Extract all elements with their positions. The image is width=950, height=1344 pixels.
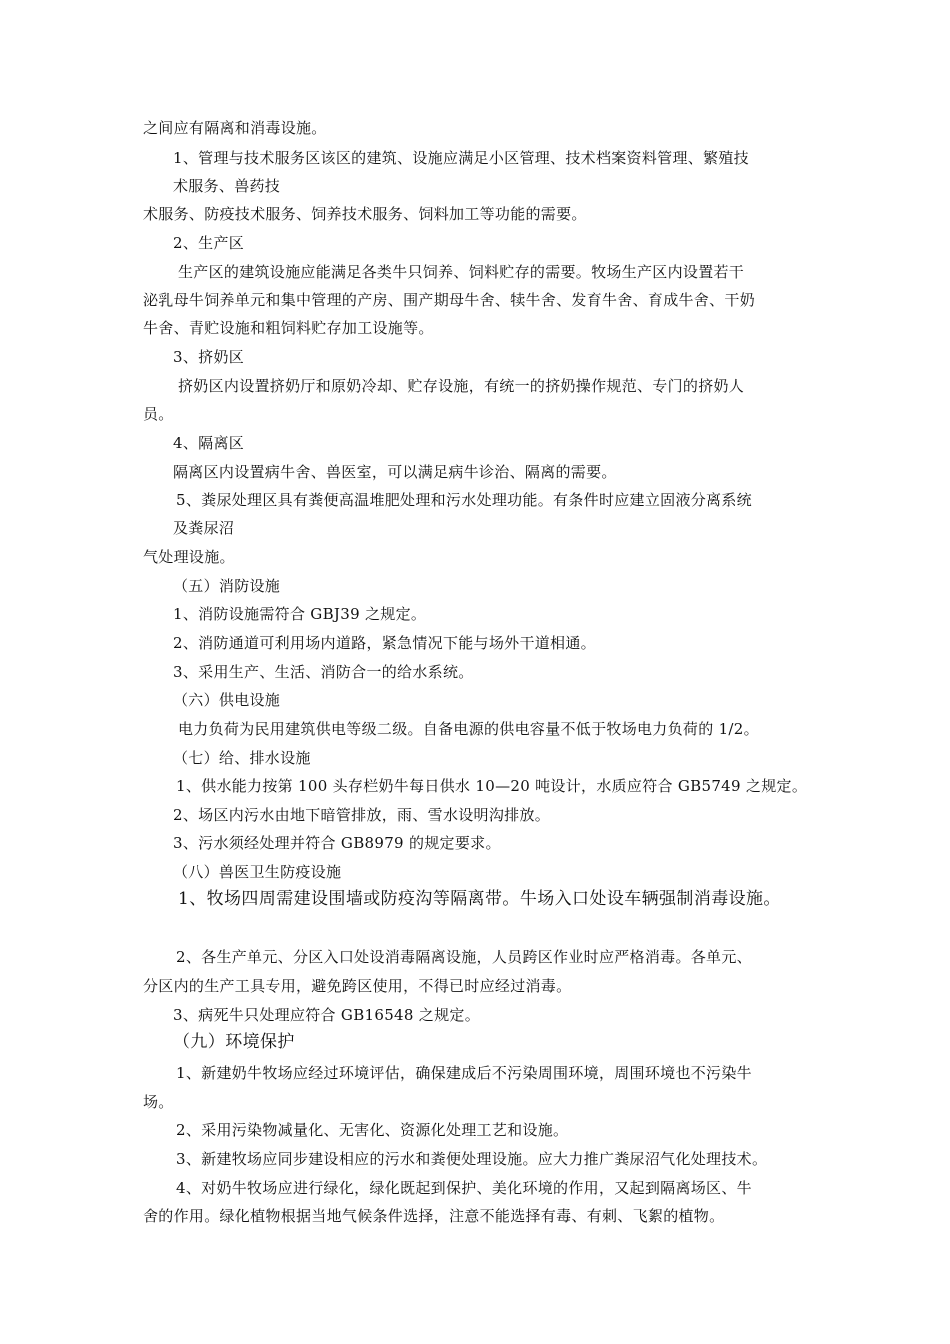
text-line: 之间应有隔离和消毒设施。 <box>143 119 327 137</box>
text-line: 5、粪尿处理区具有粪便高温堆肥处理和污水处理功能。有条件时应建立固液分离系统 <box>176 491 752 509</box>
section-heading: 3、挤奶区 <box>173 348 245 366</box>
section-heading: （八）兽医卫生防疫设施 <box>173 863 342 881</box>
section-heading: （九）环境保护 <box>173 1032 295 1052</box>
section-heading: （五）消防设施 <box>173 577 281 595</box>
text-line: 3、采用生产、生活、消防合一的给水系统。 <box>173 663 474 681</box>
text-line: 牛舍、青贮设施和粗饲料贮存加工设施等。 <box>143 319 434 337</box>
section-heading: （七）给、排水设施 <box>173 749 311 767</box>
text-line: 及粪尿沼 <box>173 519 235 537</box>
section-heading: 4、隔离区 <box>173 434 245 452</box>
text-line: 员。 <box>143 405 174 423</box>
text-line: 分区内的生产工具专用，避免跨区使用，不得已时应经过消毒。 <box>143 977 572 995</box>
text-line: 泌乳母牛饲养单元和集中管理的产房、围产期母牛舍、犊牛舍、发育牛舍、育成牛舍、干奶 <box>143 291 756 309</box>
text-line: 生产区的建筑设施应能满足各类牛只饲养、饲料贮存的需要。牧场生产区内设置若干 <box>178 263 745 281</box>
text-line: 3、病死牛只处理应符合 GB16548 之规定。 <box>173 1006 481 1024</box>
text-line: 1、供水能力按第 100 头存栏奶牛每日供水 10—20 吨设计，水质应符合 GB5749 之规定。 <box>176 777 808 795</box>
text-line: 舍的作用。绿化植物根据当地气候条件选择，注意不能选择有毒、有刺、飞絮的植物。 <box>143 1207 725 1225</box>
text-line: 2、场区内污水由地下暗管排放，雨、雪水设明沟排放。 <box>173 806 551 824</box>
text-line: 1、新建奶牛牧场应经过环境评估，确保建成后不污染周围环境，周围环境也不污染牛 <box>176 1064 752 1082</box>
section-heading: 2、生产区 <box>173 234 245 252</box>
text-line: 2、各生产单元、分区入口处设消毒隔离设施，人员跨区作业时应严格消毒。各单元、 <box>176 948 752 966</box>
text-line: 3、新建牧场应同步建设相应的污水和粪便处理设施。应大力推广粪尿沼气化处理技术。 <box>176 1150 768 1168</box>
text-line: 术服务、防疫技术服务、饲养技术服务、饲料加工等功能的需要。 <box>143 205 587 223</box>
text-line: 隔离区内设置病牛舍、兽医室，可以满足病牛诊治、隔离的需要。 <box>173 463 617 481</box>
text-line: 3、污水须经处理并符合 GB8979 的规定要求。 <box>173 834 501 852</box>
text-line: 电力负荷为民用建筑供电等级二级。自备电源的供电容量不低于牧场电力负荷的 1/2。 <box>178 720 759 738</box>
text-line: 4、对奶牛牧场应进行绿化，绿化既起到保护、美化环境的作用，又起到隔离场区、牛 <box>176 1179 752 1197</box>
text-line: 术服务、兽药技 <box>173 177 281 195</box>
text-line: 2、采用污染物减量化、无害化、资源化处理工艺和设施。 <box>176 1121 569 1139</box>
text-line: 2、消防通道可利用场内道路，紧急情况下能与场外干道相通。 <box>173 634 596 652</box>
text-line: 1、消防设施需符合 GBJ39 之规定。 <box>173 605 427 623</box>
text-line: 场。 <box>143 1093 174 1111</box>
text-line: 挤奶区内设置挤奶厅和原奶冷却、贮存设施，有统一的挤奶操作规范、专门的挤奶人 <box>178 377 745 395</box>
text-line: 1、管理与技术服务区该区的建筑、设施应满足小区管理、技术档案资料管理、繁殖技 <box>173 149 749 167</box>
text-line: 气处理设施。 <box>143 548 235 566</box>
text-line: 1、牧场四周需建设围墙或防疫沟等隔离带。牛场入口处设车辆强制消毒设施。 <box>178 889 781 909</box>
section-heading: （六）供电设施 <box>173 691 281 709</box>
